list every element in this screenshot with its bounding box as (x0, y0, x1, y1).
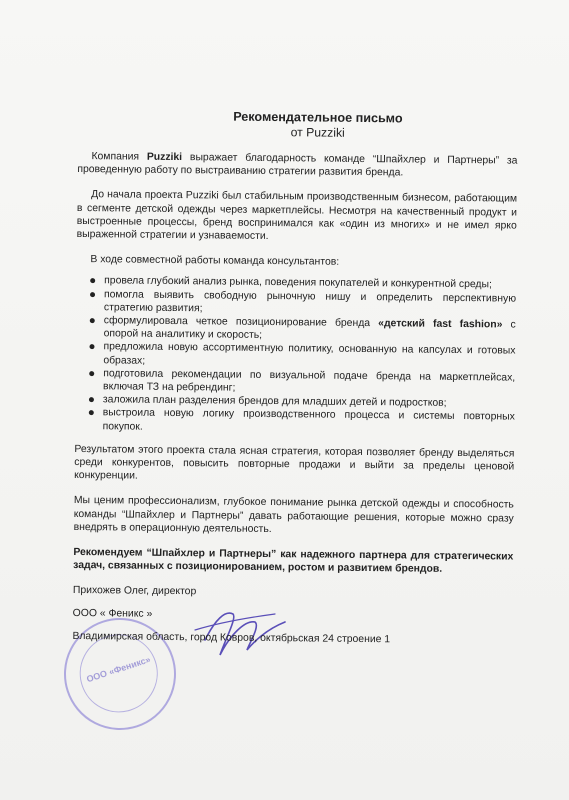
intro-post: выражает благодарность команде “Шпайхлер и Партнеры” за проведенную работу по выстраиванию стратегии развития бренда. (77, 152, 518, 179)
background-paragraph: До начала проекта Puzziki был стабильным производственным бизнесом, работающим в сегменте детской одежды через маркетплейсы. Несмотря на качественный продукт и выстроенные процессы, бренд воспринимался как «один из многих» и не имел ярко выраженной стратегии и узнаваемости. (76, 189, 518, 243)
list-item-pre: сформулировала четкое позиционирование бренда (103, 315, 379, 330)
signer-name: Прихожев Олег, директор (72, 585, 197, 598)
list-item: выстроила новую логику производственного процесса и системы повторных покупок. (103, 407, 515, 438)
list-item: заложила план разделения брендов для младших детей и подростков; (103, 394, 515, 412)
list-item: предложила новую ассортиментную политику, основанную на капсулах и готовых образах; (103, 341, 515, 372)
list-item: подготовила рекомендации по визуальной подаче бренда на маркетплейсах, включая ТЗ на ребрендинг; (103, 367, 515, 398)
letter-title: Рекомендательное письмо (233, 109, 403, 126)
achievements-list (75, 274, 517, 437)
intro-brand: Puzziki (146, 151, 183, 164)
list-item-post: с опорой на аналитику и скорость; (103, 319, 516, 342)
list-item-bold: «детский fast fashion» (378, 318, 503, 331)
list-item: провела глубокий анализ рынка, поведения покупателей и конкурентной среды; (104, 275, 516, 293)
letter-subtitle: от Puzziki (290, 125, 345, 140)
letter-body (72, 108, 518, 658)
intro-pre: Компания (91, 151, 147, 163)
list-intro: В ходе совместной работы команда консультантов: (90, 254, 340, 268)
company-name: ООО « Феникс » (72, 608, 153, 621)
result-paragraph: Результатом этого проекта стала ясная стратегия, которая позволяет бренду выделяться среди конкурентов, повысить повторные продажи и выйти за пределы ценовой конкуренции. (74, 443, 515, 482)
signature-block (72, 584, 513, 648)
list-item: помогла выявить свободную рыночную нишу и определить перспективную стратегию развития; (104, 288, 516, 319)
intro-paragraph (77, 150, 517, 181)
recommendation-paragraph: Рекомендуем “Шпайхлер и Партнеры” как надежного партнера для стратегических задач, связанных с позиционированием, ростом и развитием брендов. (73, 547, 514, 576)
company-address: Владимирская область, город Ковров, октябрьская 24 строение 1 (72, 631, 391, 646)
value-paragraph: Мы ценим профессионализм, глубокое понимание рынка детской одежды и способность команды “Шпайхлер и Партнеры” давать работающие решения, которые можно сразу внедрять в операционную деятельность. (73, 495, 514, 535)
stamp-text: ООО «Феникс» (85, 654, 152, 685)
